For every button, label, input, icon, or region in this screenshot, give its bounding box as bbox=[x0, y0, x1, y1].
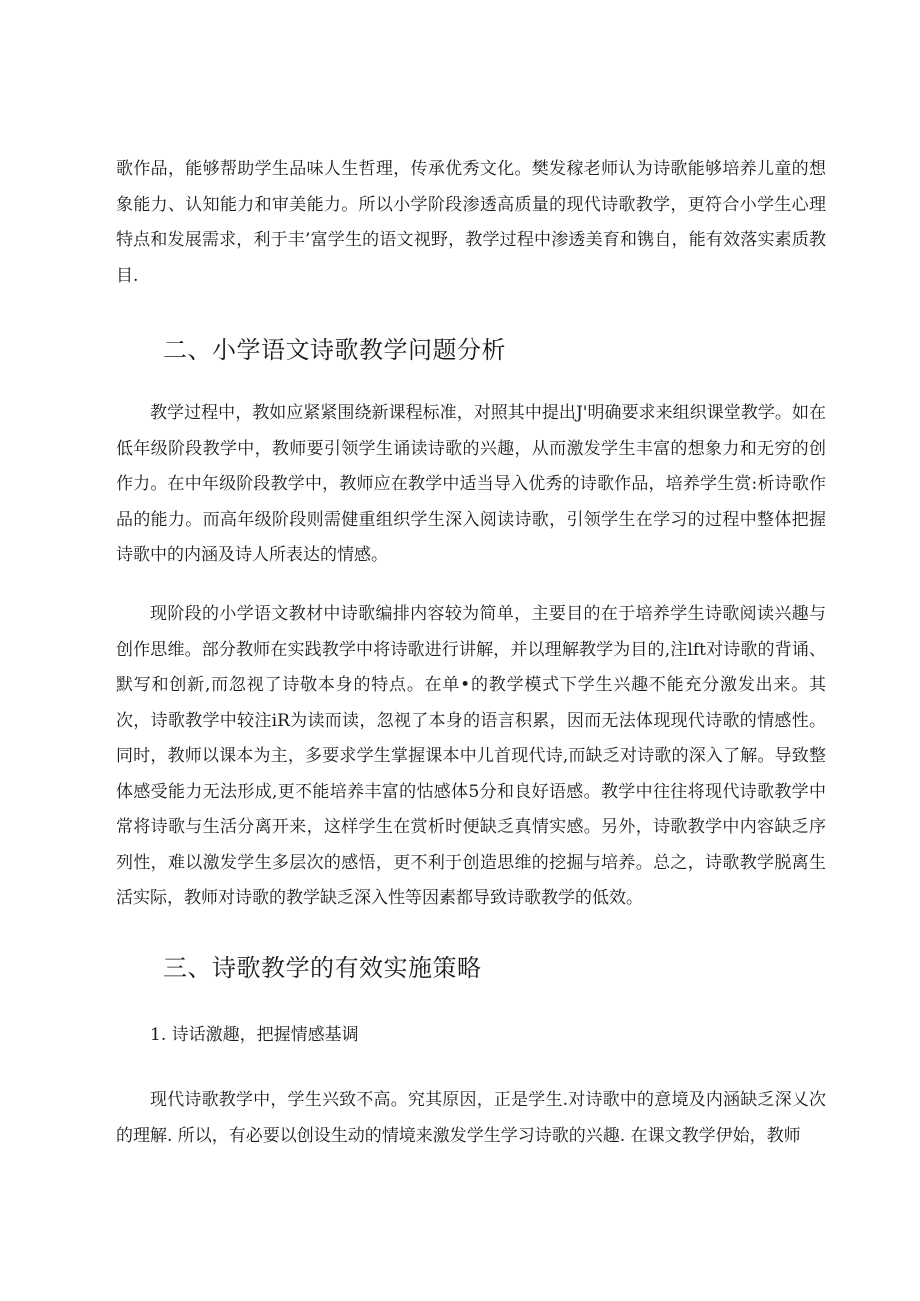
body-paragraph: 现阶段的小学语文教材中诗歌编排内容较为简单，主要目的在于培养学生诗歌阅读兴趣与创作思维。部分教师在实践教学中将诗歌进行讲解，并以理解教学为目的,注lft对诗歌的背诵、默写和创新,而忽视了诗敬本身的特点。在单•的教学模式下学生兴趣不能充分激发出来。其次，诗歌教学中较注iR为读而读，忽视了本身的语言积累，因而无法体现现代诗歌的情感性。同时，教师以课本为主，多要求学生掌握课本中儿首现代诗,而缺乏对诗歌的深入了解。导致整体感受能力无法形成,更不能培养丰富的怙感体5分和良好语感。教学中往往将现代诗歌教学中常将诗歌与生活分离开来，这样学生在赏析时便缺乏真情实感。另外，诗歌教学中内容缺乏序列性，难以激发学生多层次的感悟，更不利于创造思维的挖掘与培养。总之，诗歌教学脱离生活实际，教师对诗歌的教学缺乏深入性等因素都导致诗歌教学的低效。 bbox=[116, 604, 826, 908]
section-heading: 三、诗歌教学的有效实施策略 bbox=[163, 954, 482, 982]
body-paragraph: 教学过程中，教如应紧紧围绕新课程标准，对照其中提出J'明确要求来组织课堂教学。如在低年级阶段教学中，教师要引领学生诵读诗歌的兴趣，从而激发学生丰富的想象力和无穷的创作力。在中年级阶段教学中，教师应在教学中适当导入优秀的诗歌作品，培养学生赏:析诗歌作品的能力。而高年级阶段则需健重组织学生深入阅读诗歌，引领学生在学习的过程中整体把握诗歌中的内涵及诗人所表达的情感。 bbox=[116, 403, 826, 565]
body-paragraph: 现代诗歌教学中，学生兴致不高。究其原因，正是学生.对诗歌中的意境及内涵缺乏深乂次的理解. 所以，有必要以创设生动的情境来激发学生学习诗歌的兴趣. 在课文教学伊始，教师 bbox=[116, 1090, 826, 1146]
section-heading: 二、小学语文诗歌教学问题分析 bbox=[163, 336, 506, 364]
subsection-heading: 1. 诗话激趣，把握情感基调 bbox=[150, 1025, 359, 1045]
body-paragraph: 歌作品，能够帮助学生品味人生哲理，传承优秀文化。樊发稼老师认为诗歌能够培养儿童的想象能力、认知能力和审美能力。所以小学阶段渗透高质量的现代诗歌教学，更符合小学生心理特点和发展需求，利于丰’富学生的语文视野，教学过程中渗透美育和镌自，能有效落实素质教目. bbox=[116, 159, 826, 286]
